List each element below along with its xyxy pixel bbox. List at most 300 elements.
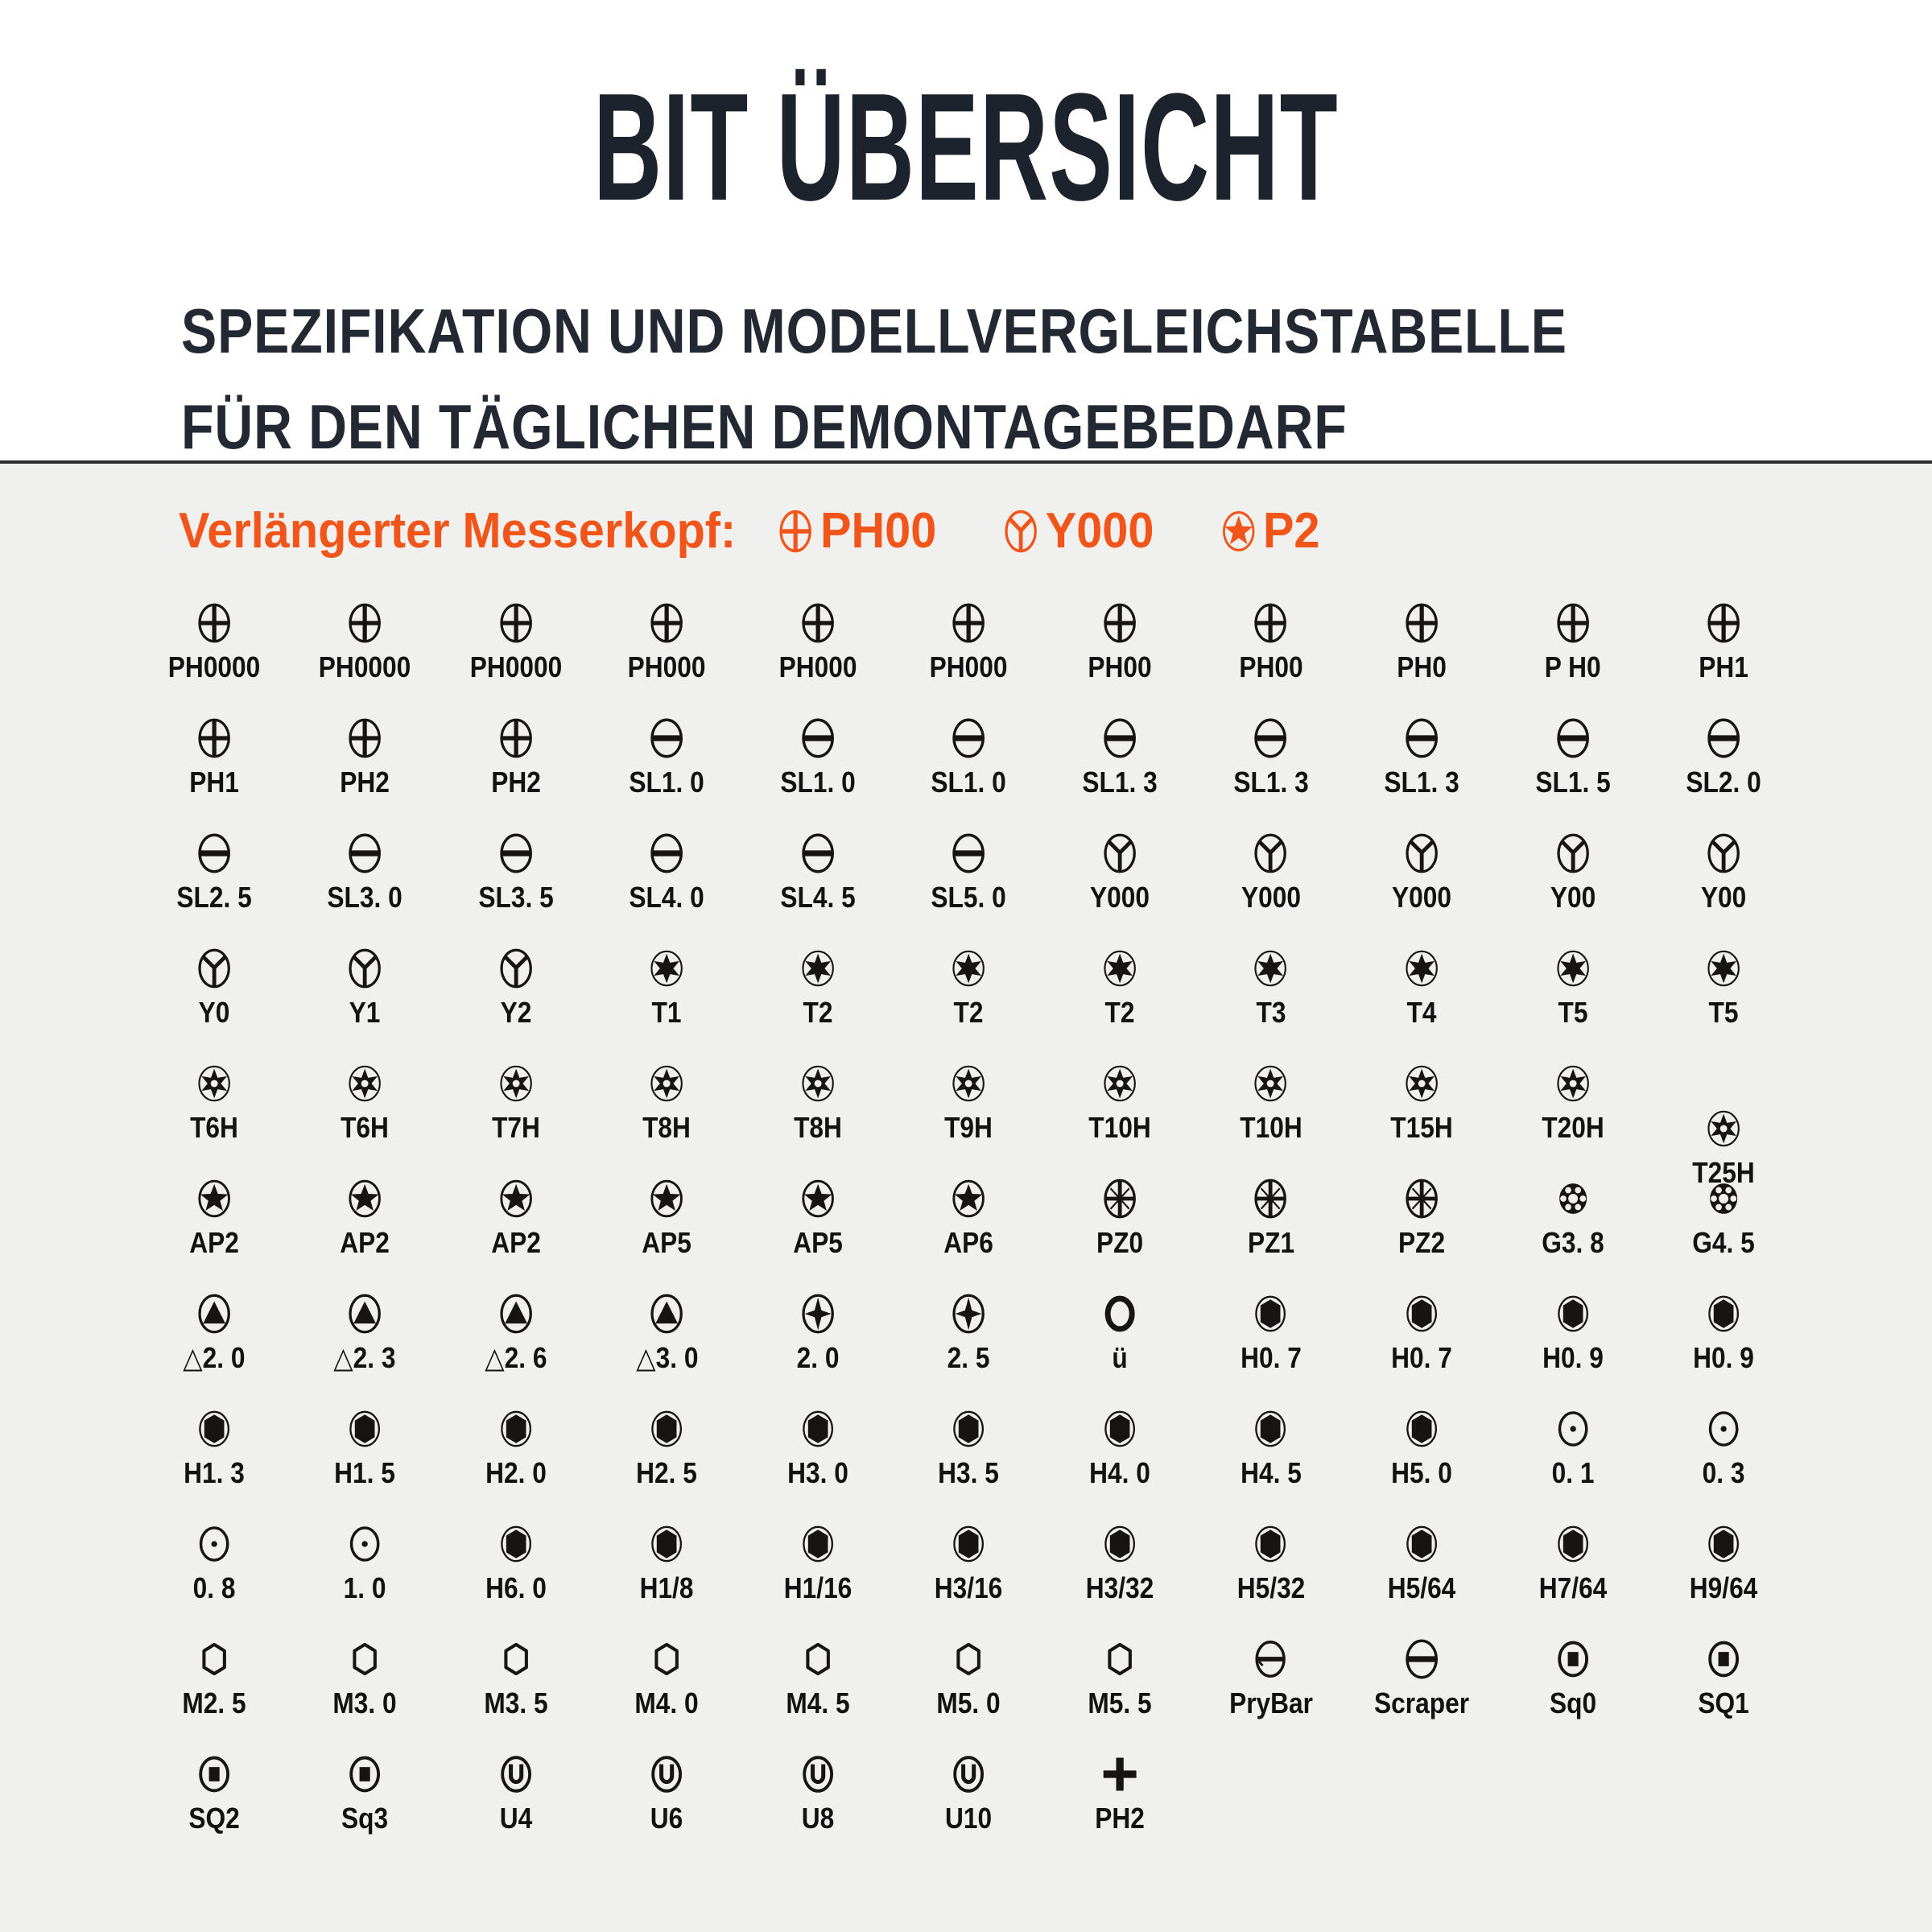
bit-cell	[290, 1514, 441, 1629]
bit-label: T10H	[1088, 1111, 1151, 1144]
bit-cell	[592, 939, 743, 1054]
bit-grid	[138, 593, 1799, 1860]
bit-cell	[290, 708, 441, 824]
tri-wing-icon	[196, 947, 233, 990]
torx-icon	[1554, 947, 1591, 990]
bit-label: U10	[945, 1802, 993, 1835]
slotted-icon	[196, 832, 233, 875]
bit-cell	[742, 939, 894, 1054]
hex-icon	[799, 1407, 836, 1451]
bit-cell	[138, 824, 290, 939]
extended-head-item	[777, 502, 936, 559]
hex-socket-icon	[950, 1637, 987, 1681]
slotted-icon	[1554, 716, 1591, 760]
hex-icon	[1252, 1407, 1289, 1451]
hex-icon	[1252, 1522, 1289, 1566]
bit-cell	[894, 1399, 1045, 1514]
cross-solid-icon	[1101, 1752, 1138, 1796]
bit-cell	[138, 1169, 290, 1284]
slotted-icon	[648, 832, 685, 875]
hex-socket-icon	[497, 1637, 535, 1681]
bit-label: SL5. 0	[931, 881, 1007, 914]
hex-socket-icon	[196, 1637, 233, 1681]
torx-security-icon	[346, 1062, 383, 1105]
bit-cell	[1195, 708, 1347, 824]
bit-cell	[894, 593, 1045, 708]
hex-icon	[1101, 1407, 1138, 1451]
bit-label: T9H	[944, 1111, 993, 1144]
bit-label: H1. 5	[334, 1456, 396, 1489]
extended-head-label: Verlängerter Messerkopf:	[179, 503, 737, 559]
bit-label: H5. 0	[1391, 1456, 1452, 1489]
bit-label: Y2	[500, 996, 532, 1029]
tri-wing-icon	[1101, 832, 1138, 875]
bit-label: H6. 0	[485, 1571, 547, 1604]
bit-label: AP5	[642, 1226, 692, 1259]
hex-icon	[799, 1522, 836, 1566]
bit-cell	[592, 1514, 743, 1629]
dot-icon	[1554, 1407, 1591, 1451]
torx-icon	[950, 947, 987, 990]
bit-label: T8H	[794, 1111, 842, 1144]
bit-cell	[138, 1054, 290, 1169]
star-icon	[497, 1177, 535, 1220]
bit-cell	[440, 939, 592, 1054]
bit-cell	[440, 708, 592, 824]
phillips-icon	[497, 716, 535, 760]
star-icon	[1220, 508, 1257, 555]
bit-cell	[894, 1169, 1045, 1284]
torx-security-icon	[497, 1062, 535, 1105]
bit-label: T2	[803, 996, 833, 1029]
bit-cell	[1648, 939, 1799, 1054]
bit-cell	[1346, 1054, 1497, 1169]
bit-label: △2. 0	[183, 1341, 246, 1374]
phillips-icon	[1403, 601, 1440, 645]
bit-cell	[742, 1054, 894, 1169]
hex-icon	[1705, 1522, 1742, 1566]
torx-icon	[648, 947, 685, 990]
bit-label: PH0000	[319, 650, 411, 683]
bit-label: SL4. 0	[629, 881, 705, 914]
torx-icon	[1101, 947, 1138, 990]
bit-cell	[1044, 708, 1195, 824]
bit-label: PH2	[340, 766, 390, 799]
hex-socket-icon	[648, 1637, 685, 1681]
bit-cell	[1044, 1054, 1195, 1169]
bit-label: PH00	[1088, 650, 1152, 683]
tri-wing-icon	[346, 947, 383, 990]
bit-label: Y0	[198, 996, 230, 1029]
bit-label: SL1. 0	[780, 766, 856, 799]
bit-label: Y00	[1550, 881, 1596, 914]
torx-security-icon	[196, 1062, 233, 1105]
bit-cell	[290, 1284, 441, 1399]
header-section	[0, 0, 1932, 460]
bit-cell	[290, 1169, 441, 1284]
bit-cell	[1497, 939, 1649, 1054]
bit-cell	[440, 593, 592, 708]
bit-cell	[1497, 824, 1649, 939]
bit-cell	[138, 1284, 290, 1399]
bit-cell	[138, 593, 290, 708]
bit-label: SL3. 0	[327, 881, 402, 914]
phillips-icon	[1554, 601, 1591, 645]
phillips-icon	[497, 601, 535, 645]
torx-icon	[1252, 947, 1289, 990]
extended-head-row	[179, 502, 1810, 559]
torx-security-icon	[950, 1062, 987, 1105]
bit-label: Sq0	[1549, 1686, 1596, 1719]
hex-icon	[497, 1407, 535, 1451]
torx-icon	[1705, 947, 1742, 990]
bit-label: SL1. 3	[1082, 766, 1158, 799]
bit-cell	[138, 1399, 290, 1514]
bit-cell	[440, 1514, 592, 1629]
bit-label: AP2	[340, 1226, 390, 1259]
bit-cell	[742, 1169, 894, 1284]
bit-label: AP2	[188, 1226, 239, 1259]
tri-wing-icon	[1002, 508, 1039, 555]
hex-icon	[950, 1522, 987, 1566]
hex-icon	[1101, 1522, 1138, 1566]
bit-cell	[1346, 1169, 1497, 1284]
bit-cell	[742, 824, 894, 939]
bit-cell	[1648, 824, 1799, 939]
hex-icon	[1252, 1292, 1289, 1335]
bit-cell	[1044, 1169, 1195, 1284]
bit-table-panel	[0, 464, 1932, 1932]
bit-cell	[592, 1054, 743, 1169]
bit-label: PH1	[188, 766, 239, 799]
phillips-icon	[196, 601, 233, 645]
bit-cell	[1497, 1169, 1649, 1284]
bit-cell	[440, 1629, 592, 1744]
bit-label: H0. 9	[1693, 1341, 1755, 1374]
bit-label: T5	[1558, 996, 1588, 1029]
torx-security-icon	[1554, 1062, 1591, 1105]
bit-cell	[1346, 824, 1497, 939]
bit-label: AP6	[943, 1226, 994, 1259]
bit-label: T20H	[1541, 1111, 1604, 1144]
bit-label: Y000	[1090, 881, 1150, 914]
slotted-icon	[1403, 716, 1440, 760]
bit-label: T6H	[341, 1111, 390, 1144]
bit-cell	[290, 824, 441, 939]
bit-label: SL4. 5	[780, 881, 856, 914]
bit-cell	[1648, 593, 1799, 708]
hex-icon	[648, 1407, 685, 1451]
bit-label: SL1. 3	[1232, 766, 1309, 799]
star-icon	[648, 1177, 685, 1220]
triangle-icon	[196, 1292, 233, 1335]
bit-cell	[1497, 1629, 1649, 1744]
bit-cell	[440, 1169, 592, 1284]
bit-label: Y1	[349, 996, 381, 1029]
bit-cell	[592, 593, 743, 708]
bit-label: PH0000	[167, 650, 261, 683]
bit-label: M4. 5	[786, 1686, 850, 1719]
phillips-icon	[777, 508, 814, 555]
star-icon	[799, 1177, 836, 1220]
slotted-icon	[950, 832, 987, 875]
bit-cell	[1044, 1629, 1195, 1744]
bit-cell	[742, 1629, 894, 1744]
bit-label: T5	[1708, 996, 1739, 1029]
slotted-icon	[799, 832, 836, 875]
extended-head-item	[1220, 502, 1319, 559]
tri-wing-icon	[497, 947, 535, 990]
bit-label: PH1	[1699, 650, 1749, 683]
bit-cell	[894, 1284, 1045, 1399]
bit-cell	[290, 1054, 441, 1169]
phillips-icon	[799, 601, 836, 645]
dot-icon	[196, 1522, 233, 1566]
bit-label: U8	[801, 1802, 835, 1835]
star-icon	[196, 1177, 233, 1220]
bit-cell	[1648, 1099, 1799, 1214]
bit-cell	[440, 1054, 592, 1169]
hex-socket-icon	[346, 1637, 383, 1681]
bit-label: T25H	[1692, 1156, 1755, 1189]
bit-cell	[1195, 939, 1347, 1054]
bit-label: 2. 0	[796, 1341, 840, 1374]
slotted-icon	[1705, 716, 1742, 760]
page-title: BIT ÜBERSICHT	[593, 62, 1339, 233]
triangle-icon	[648, 1292, 685, 1335]
bit-label: PH000	[930, 650, 1008, 683]
bit-cell	[1497, 1399, 1649, 1514]
hex-icon	[1403, 1522, 1440, 1566]
bit-label: H2. 0	[485, 1456, 547, 1489]
bit-label: SL2. 5	[176, 881, 252, 914]
bit-label: T2	[954, 996, 984, 1029]
bit-label: 1. 0	[343, 1571, 386, 1604]
bit-cell	[1195, 1514, 1347, 1629]
bit-label: PH000	[778, 650, 857, 683]
bit-cell	[1195, 593, 1347, 708]
phillips-icon	[1252, 601, 1289, 645]
bit-label: G3. 8	[1541, 1226, 1604, 1259]
bit-cell	[1044, 1399, 1195, 1514]
tri-wing-icon	[1554, 832, 1591, 875]
hex-socket-icon	[799, 1637, 836, 1681]
bit-label: PH2	[1095, 1802, 1145, 1835]
torx-security-icon	[1101, 1062, 1138, 1105]
phillips-icon	[196, 716, 233, 760]
slotted-icon	[648, 716, 685, 760]
bit-cell	[1497, 1284, 1649, 1399]
bit-cell	[1648, 1629, 1799, 1744]
bit-cell	[742, 1284, 894, 1399]
bit-label: SQ2	[188, 1802, 240, 1835]
bit-label: H3/16	[935, 1571, 1003, 1604]
bit-cell	[742, 1744, 894, 1860]
bit-label: AP5	[793, 1226, 843, 1259]
torx-security-icon	[648, 1062, 685, 1105]
extended-head-item	[1002, 502, 1154, 559]
bit-cell	[1195, 1284, 1347, 1399]
bit-cell	[894, 824, 1045, 939]
bit-label: H5/64	[1387, 1571, 1456, 1604]
square-icon	[196, 1752, 233, 1796]
bit-label: M5. 5	[1088, 1686, 1152, 1719]
bit-label: SL1. 0	[629, 766, 705, 799]
extended-head-item-label: PH00	[820, 503, 937, 559]
cross-icon	[950, 1292, 987, 1335]
bit-label: H4. 5	[1240, 1456, 1302, 1489]
bit-cell	[1044, 593, 1195, 708]
bit-label: SL3. 5	[478, 881, 554, 914]
bit-cell	[440, 1284, 592, 1399]
tri-wing-icon	[1403, 832, 1440, 875]
bit-label: T3	[1256, 996, 1286, 1029]
bit-cell	[592, 1399, 743, 1514]
bit-cell	[1497, 708, 1649, 824]
slotted-icon	[1403, 1637, 1440, 1681]
u-shape-icon	[799, 1752, 836, 1796]
triangle-icon	[346, 1292, 383, 1335]
hex-icon	[1554, 1292, 1591, 1335]
hex-icon	[1705, 1292, 1742, 1335]
bit-label: PH00	[1238, 650, 1303, 683]
ring-icon	[1101, 1292, 1138, 1335]
bit-cell	[1044, 824, 1195, 939]
bit-label: PZ0	[1096, 1226, 1144, 1259]
hex-icon	[648, 1522, 685, 1566]
bit-cell	[1648, 1514, 1799, 1629]
slotted-icon	[1252, 716, 1289, 760]
bit-cell	[1346, 1514, 1497, 1629]
torx-icon	[1403, 947, 1440, 990]
bit-cell	[1497, 1514, 1649, 1629]
bit-cell	[1346, 939, 1497, 1054]
bit-label: AP2	[491, 1226, 541, 1259]
bit-label: SL1. 3	[1384, 766, 1459, 799]
bit-cell	[1044, 1514, 1195, 1629]
bit-cell	[138, 1629, 290, 1744]
bit-label: M3. 0	[332, 1686, 397, 1719]
bit-label: PryBar	[1228, 1686, 1313, 1719]
pozidriv-icon	[1403, 1177, 1440, 1220]
bit-label: T7H	[491, 1111, 540, 1144]
torx-security-icon	[1252, 1062, 1289, 1105]
bit-label: 0. 3	[1702, 1456, 1745, 1489]
bit-label: H9/64	[1689, 1571, 1758, 1604]
bit-label: PZ2	[1398, 1226, 1446, 1259]
u-shape-icon	[950, 1752, 987, 1796]
bit-label: Y00	[1701, 881, 1747, 914]
pozidriv-icon	[1252, 1177, 1289, 1220]
bit-label: SL1. 5	[1535, 766, 1611, 799]
bit-label: PH0	[1397, 650, 1447, 683]
bit-cell	[290, 1399, 441, 1514]
hex-icon	[497, 1522, 535, 1566]
bit-label: T6H	[189, 1111, 238, 1144]
bit-cell	[1195, 824, 1347, 939]
torx-security-icon	[1705, 1107, 1742, 1150]
torx-icon	[799, 947, 836, 990]
bit-cell	[1648, 1399, 1799, 1514]
u-shape-icon	[648, 1752, 685, 1796]
u-shape-icon	[497, 1752, 535, 1796]
bit-label: M5. 0	[936, 1686, 1001, 1719]
hex-icon	[1403, 1292, 1440, 1335]
bit-label: H5/32	[1236, 1571, 1305, 1604]
extended-head-item-label: P2	[1262, 503, 1320, 559]
bit-cell	[894, 1744, 1045, 1860]
bit-label: H7/64	[1538, 1571, 1607, 1604]
bit-label: PH2	[491, 766, 541, 799]
spline-icon	[1554, 1177, 1591, 1220]
bit-cell	[1195, 1169, 1347, 1284]
bit-label: P H0	[1544, 650, 1601, 683]
bit-cell	[1195, 1399, 1347, 1514]
bit-label: H3. 5	[938, 1456, 1000, 1489]
bit-cell	[1346, 1399, 1497, 1514]
bit-label: T10H	[1239, 1111, 1302, 1144]
subtitle-line-1: SPEZIFIKATION UND MODELLVERGLEICHSTABELLE	[181, 295, 1567, 366]
bit-label: 0. 1	[1551, 1456, 1595, 1489]
bit-cell	[894, 1629, 1045, 1744]
bit-cell	[440, 1744, 592, 1860]
bit-cell	[138, 708, 290, 824]
bit-cell	[742, 593, 894, 708]
bit-cell	[742, 1399, 894, 1514]
bit-label: △2. 6	[485, 1341, 547, 1374]
bit-cell	[290, 939, 441, 1054]
bit-cell	[1497, 1054, 1649, 1169]
bit-label: H2. 5	[636, 1456, 698, 1489]
bit-label: 0. 8	[192, 1571, 236, 1604]
bit-label: T1	[651, 996, 682, 1029]
slotted-icon	[950, 716, 987, 760]
bit-cell	[1346, 708, 1497, 824]
phillips-icon	[1705, 601, 1742, 645]
bit-label: H3/32	[1085, 1571, 1154, 1604]
bit-cell	[894, 708, 1045, 824]
hex-icon	[1554, 1522, 1591, 1566]
bit-label: PZ1	[1247, 1226, 1294, 1259]
hex-icon	[950, 1407, 987, 1451]
bit-cell	[290, 1744, 441, 1860]
bit-cell	[1195, 1054, 1347, 1169]
bit-cell	[290, 1629, 441, 1744]
bit-cell	[1346, 593, 1497, 708]
bit-cell	[1044, 1744, 1195, 1860]
bit-label: SQ1	[1698, 1686, 1749, 1719]
phillips-icon	[346, 716, 383, 760]
hex-icon	[346, 1407, 383, 1451]
slotted-icon	[497, 832, 535, 875]
bit-cell	[1497, 593, 1649, 708]
bit-label: H0. 7	[1240, 1341, 1302, 1374]
square-icon	[346, 1752, 383, 1796]
dot-icon	[1705, 1407, 1742, 1451]
bit-cell	[894, 1514, 1045, 1629]
triangle-icon	[497, 1292, 535, 1335]
bit-label: H3. 0	[787, 1456, 848, 1489]
hex-icon	[1403, 1407, 1440, 1451]
bit-label: SL2. 0	[1686, 766, 1761, 799]
dot-icon	[346, 1522, 383, 1566]
hex-icon	[196, 1407, 233, 1451]
bit-cell	[894, 1054, 1045, 1169]
bit-label: Y000	[1392, 881, 1452, 914]
pozidriv-icon	[1101, 1177, 1138, 1220]
bit-cell	[592, 1169, 743, 1284]
extended-head-item-label: Y000	[1045, 503, 1154, 559]
